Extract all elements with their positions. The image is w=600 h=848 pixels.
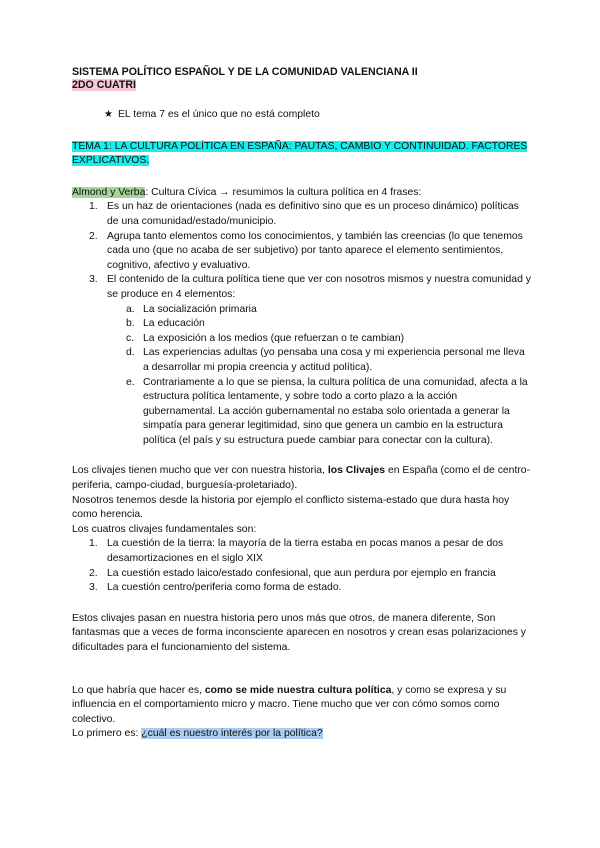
clivajes-paragraph-2: Nosotros tenemos desde la historia por ejemplo el conflicto sistema-estado que dura hasta hoy como herencia.	[72, 494, 510, 521]
list-item	[72, 537, 532, 566]
clivajes-list	[72, 537, 532, 595]
topic-title-highlight: TEMA 1: LA CULTURA POLÍTICA EN ESPAÑA: PAUTAS, CAMBIO Y CONTINUIDAD. FACTORES EXPLICATIVOS.	[72, 140, 528, 167]
sublist-item	[72, 346, 532, 375]
list-item	[72, 230, 532, 274]
note-bullet	[104, 108, 532, 123]
bold-text: como se mide nuestra cultura política	[204, 684, 392, 696]
closing-paragraph-1	[72, 684, 532, 728]
sublist-letter: a.	[126, 303, 135, 315]
sublist-item	[72, 303, 532, 318]
sublist-item-text: Contrariamente a lo que se piensa, la cultura política de una comunidad, afecta a la estructura política lentamente, y sobre todo a corto plazo a la acción gubernamental. La acción gubernamental no estaba solo orientada a generar la simpatía para generar legitimidad, sino que genera un cambio en la estructura política (el país y su estructura puede cambiar para conectar con la cultura).	[143, 376, 528, 446]
list-number: 1.	[89, 201, 98, 213]
text-run: en España (como el de centro-periferia, campo-ciudad, burguesía-proletariado).	[72, 465, 531, 492]
clivajes-paragraph-3: Los cuatros clivajes fundamentales son:	[72, 523, 257, 535]
list-number: 2.	[89, 230, 98, 242]
intro-paragraph	[72, 186, 532, 201]
question-highlight: ¿cuál es nuestro interés por la política?	[141, 728, 323, 740]
sublist-letter: d.	[126, 347, 135, 359]
list-item-text: El contenido de la cultura política tiene que ver con nosotros mismos y nuestra comunidad y se produce en 4 elementos:	[107, 274, 531, 300]
list-item	[72, 200, 532, 229]
list-item-text: Es un haz de orientaciones (nada es definitivo sino que es un proceso dinámico) políticas de una comunidad/estado/municipio.	[107, 201, 519, 227]
list-number: 3.	[89, 582, 98, 594]
title-line-2	[72, 79, 532, 92]
list-item	[72, 567, 532, 582]
phrases-list	[72, 200, 532, 302]
topic-title	[72, 140, 532, 169]
clivajes-paragraph-4: Estos clivajes pasan en nuestra historia pero unos más que otros, de manera diferente, Son fantasmas que a veces de forma inconsciente aparecen en nosotros y crean esas polarizaciones y dificultades para el funcionamiento del sistema.	[72, 612, 526, 653]
text-run: , y como se expresa y su influencia en el comportamiento micro y macro. Tiene mucho que ver con cómo somos como colectivo.	[72, 684, 507, 725]
document-page	[72, 66, 532, 742]
sublist-letter: c.	[126, 332, 135, 344]
title-line-1: SISTEMA POLÍTICO ESPAÑOL Y DE LA COMUNIDAD VALENCIANA II	[72, 66, 418, 78]
list-item	[72, 273, 532, 302]
sublist-item	[72, 317, 532, 332]
text-run: Lo que habría que hacer es,	[72, 684, 205, 696]
clivajes-paragraph-1	[72, 464, 532, 493]
sublist-item-text: La exposición a los medios (que refuerzan o te cambian)	[143, 332, 405, 344]
sublist-item-text: La educación	[143, 318, 205, 330]
sublist-letter: e.	[126, 376, 135, 388]
list-item	[72, 581, 532, 596]
sublist-letter: b.	[126, 318, 135, 330]
document-title	[72, 66, 532, 92]
elements-sublist	[72, 303, 532, 449]
intro-text: : Cultura Cívica → resumimos la cultura política en 4 frases:	[145, 186, 422, 198]
list-number: 3.	[89, 274, 98, 286]
note-text: EL tema 7 es el único que no está completo	[118, 109, 320, 120]
closing-paragraph-2	[72, 727, 532, 742]
list-number: 2.	[89, 567, 98, 579]
list-item-text: Agrupa tanto elementos como los conocimientos, y también las creencias (lo que tenemos cada uno (que no acaba de ser subjetivo) por tanto aparece el elemento sentimientos, cognitivo, afectivo y evaluativo.	[107, 230, 523, 271]
clivajes-section	[72, 464, 532, 595]
title-subtitle-highlight: 2DO CUATRI	[72, 79, 136, 91]
text-run: Lo primero es:	[72, 728, 142, 740]
text-run: Los clivajes tienen mucho que ver con nuestra historia,	[72, 465, 328, 477]
list-item-text: La cuestión centro/periferia como forma de estado.	[107, 582, 342, 594]
list-number: 1.	[89, 538, 98, 550]
closing-section	[72, 684, 532, 742]
bold-text: los Clivajes	[327, 465, 386, 477]
sublist-item	[72, 376, 532, 449]
list-item-text: La cuestión estado laico/estado confesional, que aun perdura por ejemplo en francia	[107, 567, 496, 579]
sublist-item-text: La socialización primaria	[143, 303, 257, 315]
sublist-item-text: Las experiencias adultas (yo pensaba una cosa y mi experiencia personal me lleva a desarrollar mi propia creencia y actitud política).	[143, 347, 525, 373]
star-icon: ★	[104, 109, 113, 120]
list-item-text: La cuestión de la tierra: la mayoría de la tierra estaba en pocas manos a pesar de dos desamortizaciones en el siglo XIX	[107, 538, 504, 565]
authors-highlight: Almond y Verba	[72, 186, 146, 198]
sublist-item	[72, 332, 532, 347]
